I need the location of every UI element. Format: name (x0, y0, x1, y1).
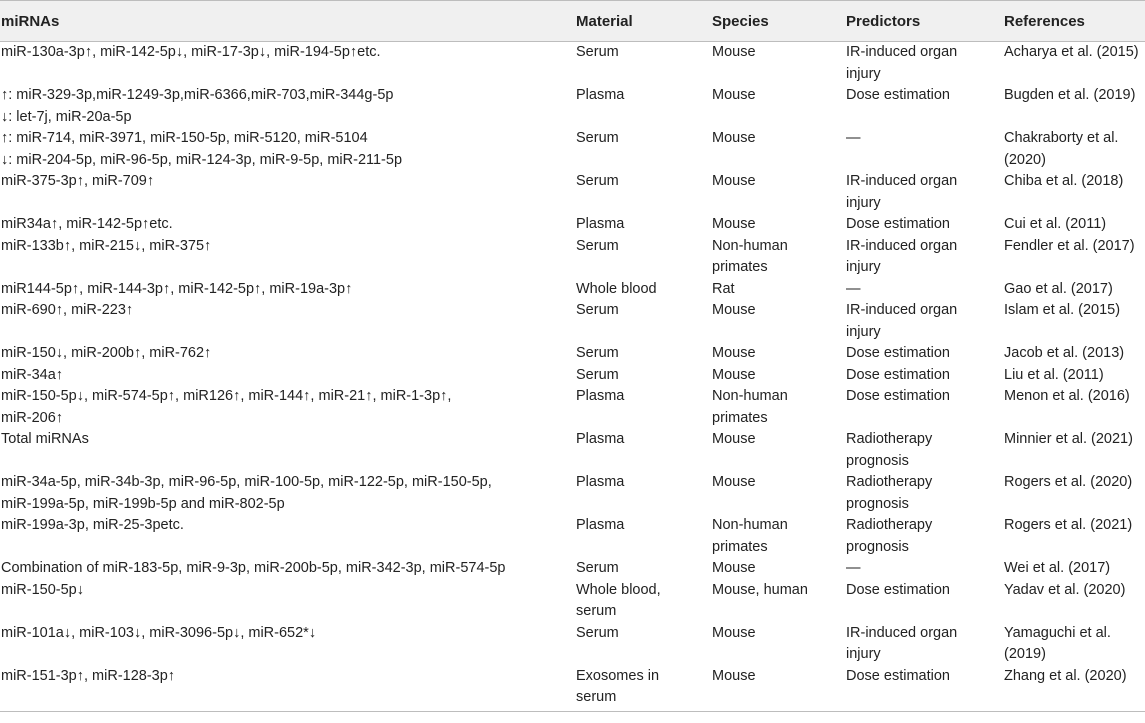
references-cell (1004, 558, 1145, 580)
predictors-cell-text: Dose estimation (846, 366, 950, 383)
predictors-cell (846, 429, 1004, 472)
species-cell-text: Mouse (712, 173, 756, 189)
species-cell (712, 279, 846, 301)
mirnas-cell-text: miR-151-3p↑, miR-128-3p↑ (1, 667, 176, 684)
table-row (0, 558, 1145, 580)
mirnas-cell-text: miR-690↑, miR-223↑ (1, 302, 134, 318)
header-predictors: Predictors (846, 1, 1004, 42)
references-cell (1004, 580, 1145, 623)
predictors-cell (846, 515, 1004, 558)
predictors-cell-text: IR-induced organ injury (846, 624, 958, 662)
mirnas-cell-text: ↑: miR-329-3p,miR-1249-3p,miR-6366,miR-703,miR-344g-5p ↓: let-7j, miR-20a-5p (1, 87, 394, 125)
material-cell (576, 365, 712, 387)
material-cell-text: Plasma (576, 87, 625, 103)
material-cell-text: Plasma (576, 517, 625, 533)
references-cell (1004, 365, 1145, 387)
material-cell (576, 279, 712, 301)
species-cell (712, 429, 846, 472)
header-species: Species (712, 1, 846, 42)
references-cell-text: Chakraborty et al. (2020) (1004, 130, 1119, 168)
table-row (0, 300, 1145, 343)
species-cell (712, 666, 846, 712)
predictors-cell (846, 214, 1004, 236)
predictors-cell (846, 343, 1004, 365)
references-cell-text: Jacob et al. (2013) (1004, 345, 1125, 361)
references-cell (1004, 279, 1145, 301)
material-cell-text: Plasma (576, 216, 625, 232)
mirnas-cell-text: miR34a↑, miR-142-5p↑etc. (1, 216, 173, 232)
mirnas-cell (0, 472, 576, 515)
mirnas-cell (0, 365, 576, 387)
predictors-cell (846, 580, 1004, 623)
mirnas-cell (0, 386, 576, 429)
predictors-cell (846, 236, 1004, 279)
species-cell-text: Mouse (712, 302, 756, 318)
species-cell-text: Mouse (712, 474, 756, 490)
table-row (0, 214, 1145, 236)
references-cell (1004, 666, 1145, 712)
references-cell-text: Fendler et al. (2017) (1004, 237, 1135, 254)
mirnas-cell-text: miR-199a-3p, miR-25-3petc. (1, 517, 184, 533)
predictors-cell-text: Dose estimation (846, 216, 950, 232)
header-mirnas: miRNAs (0, 1, 576, 42)
material-cell (576, 515, 712, 558)
species-cell (712, 386, 846, 429)
species-cell (712, 343, 846, 365)
mirnas-cell-text: Combination of miR-183-5p, miR-9-3p, miR-200b-5p, miR-342-3p, miR-574-5p (1, 560, 506, 576)
mirnas-cell-text: miR144-5p↑, miR-144-3p↑, miR-142-5p↑, miR-19a-3p↑ (1, 280, 353, 297)
references-cell-text: Bugden et al. (2019) (1004, 87, 1136, 103)
mirnas-cell (0, 300, 576, 343)
table-row (0, 429, 1145, 472)
predictors-cell (846, 666, 1004, 712)
mirnas-cell-text: miR-150-5p↓ (1, 581, 84, 598)
species-cell (712, 365, 846, 387)
predictors-cell-text: IR-induced organ injury (846, 44, 958, 82)
material-cell (576, 171, 712, 214)
mirnas-cell-text: miR-375-3p↑, miR-709↑ (1, 173, 155, 189)
predictors-cell (846, 85, 1004, 128)
predictors-cell-text: IR-induced organ injury (846, 302, 958, 340)
predictors-cell (846, 472, 1004, 515)
predictors-cell (846, 558, 1004, 580)
species-cell (712, 171, 846, 214)
mirnas-cell (0, 85, 576, 128)
species-cell-text: Mouse (712, 44, 756, 60)
species-cell (712, 472, 846, 515)
mirnas-cell-text: miR-133b↑, miR-215↓, miR-375↑ (1, 237, 212, 254)
references-cell (1004, 343, 1145, 365)
references-cell-text: Chiba et al. (2018) (1004, 173, 1124, 189)
material-cell-text: Whole blood, serum (576, 581, 661, 619)
references-cell (1004, 236, 1145, 279)
species-cell (712, 236, 846, 279)
material-cell (576, 386, 712, 429)
species-cell (712, 515, 846, 558)
mirnas-cell-text: ↑: miR-714, miR-3971, miR-150-5p, miR-5120, miR-5104 ↓: miR-204-5p, miR-96-5p, miR-124-3p, miR-9-5p, miR-211-5p (1, 130, 403, 168)
species-cell-text: Mouse (712, 345, 756, 361)
references-cell-text: Acharya et al. (2015) (1004, 44, 1139, 60)
mirnas-cell (0, 171, 576, 214)
species-cell-text: Mouse (712, 667, 756, 684)
predictors-cell-text: Radiotherapy prognosis (846, 474, 933, 512)
material-cell (576, 42, 712, 86)
references-cell (1004, 515, 1145, 558)
material-cell-text: Serum (576, 44, 619, 60)
material-cell (576, 85, 712, 128)
table-row (0, 128, 1145, 171)
table-row (0, 666, 1145, 712)
references-cell-text: Yadav et al. (2020) (1004, 581, 1126, 598)
material-cell-text: Whole blood (576, 280, 657, 297)
predictors-cell-text: IR-induced organ injury (846, 237, 958, 275)
material-cell-text: Exosomes in serum (576, 667, 660, 705)
references-cell (1004, 214, 1145, 236)
references-cell-text: Zhang et al. (2020) (1004, 667, 1127, 684)
predictors-cell (846, 42, 1004, 86)
references-cell (1004, 429, 1145, 472)
material-cell-text: Plasma (576, 474, 625, 490)
references-cell (1004, 386, 1145, 429)
references-cell (1004, 623, 1145, 666)
material-cell-text: Serum (576, 302, 619, 318)
species-cell (712, 85, 846, 128)
material-cell-text: Serum (576, 366, 619, 383)
header-references: References (1004, 1, 1145, 42)
header-material: Material (576, 1, 712, 42)
material-cell-text: Serum (576, 345, 619, 361)
material-cell-text: Serum (576, 173, 619, 189)
mirnas-cell-text: miR-130a-3p↑, miR-142-5p↓, miR-17-3p↓, miR-194-5p↑etc. (1, 44, 381, 60)
species-cell-text: Mouse, human (712, 581, 808, 598)
species-cell-text: Non-human primates (712, 388, 788, 426)
predictors-cell-text: — (846, 280, 861, 297)
mirnas-cell (0, 214, 576, 236)
references-cell-text: Yamaguchi et al. (2019) (1004, 624, 1111, 662)
predictors-cell-text: IR-induced organ injury (846, 173, 958, 211)
material-cell-text: Serum (576, 130, 619, 146)
mirnas-cell (0, 558, 576, 580)
table-row (0, 343, 1145, 365)
species-cell (712, 128, 846, 171)
species-cell (712, 623, 846, 666)
species-cell (712, 300, 846, 343)
predictors-cell (846, 128, 1004, 171)
predictors-cell-text: — (846, 560, 861, 576)
mirnas-cell (0, 343, 576, 365)
species-cell-text: Rat (712, 280, 735, 297)
species-cell-text: Mouse (712, 560, 756, 576)
species-cell-text: Non-human primates (712, 237, 788, 275)
mirnas-cell-text: miR-34a↑ (1, 366, 64, 383)
mirnas-cell-text: Total miRNAs (1, 431, 89, 447)
table-row (0, 472, 1145, 515)
predictors-cell (846, 623, 1004, 666)
predictors-cell-text: Radiotherapy prognosis (846, 431, 933, 469)
references-cell (1004, 42, 1145, 86)
material-cell (576, 214, 712, 236)
species-cell (712, 42, 846, 86)
predictors-cell-text: Dose estimation (846, 87, 950, 103)
table-row (0, 236, 1145, 279)
species-cell-text: Mouse (712, 624, 756, 641)
table-row (0, 171, 1145, 214)
table-row (0, 515, 1145, 558)
mirnas-cell (0, 623, 576, 666)
predictors-cell-text: Radiotherapy prognosis (846, 517, 933, 555)
references-cell-text: Rogers et al. (2021) (1004, 517, 1133, 533)
table-row (0, 386, 1145, 429)
references-cell (1004, 171, 1145, 214)
mirnas-cell-text: miR-150-5p↓, miR-574-5p↑, miR126↑, miR-144↑, miR-21↑, miR-1-3p↑, miR-206↑ (1, 388, 452, 426)
table-row (0, 279, 1145, 301)
species-cell (712, 214, 846, 236)
mirnas-cell (0, 42, 576, 86)
mirnas-cell (0, 580, 576, 623)
header-row (0, 1, 1145, 42)
predictors-cell-text: Dose estimation (846, 345, 950, 361)
table-row (0, 580, 1145, 623)
species-cell-text: Mouse (712, 130, 756, 146)
material-cell (576, 472, 712, 515)
predictors-cell-text: Dose estimation (846, 667, 950, 684)
references-cell-text: Islam et al. (2015) (1004, 302, 1121, 318)
predictors-cell (846, 365, 1004, 387)
mirnas-cell (0, 279, 576, 301)
predictors-cell (846, 279, 1004, 301)
table-row (0, 365, 1145, 387)
material-cell (576, 558, 712, 580)
species-cell-text: Mouse (712, 431, 756, 447)
predictors-cell-text: Dose estimation (846, 581, 950, 598)
material-cell (576, 623, 712, 666)
references-cell (1004, 300, 1145, 343)
table-body (0, 42, 1145, 712)
material-cell (576, 666, 712, 712)
material-cell (576, 300, 712, 343)
table-row (0, 42, 1145, 86)
table-row (0, 85, 1145, 128)
mirnas-cell-text: miR-34a-5p, miR-34b-3p, miR-96-5p, miR-100-5p, miR-122-5p, miR-150-5p, miR-199a-5p, miR-199b-5p and miR-802-5p (1, 474, 492, 512)
material-cell (576, 429, 712, 472)
references-cell-text: Minnier et al. (2021) (1004, 431, 1133, 447)
material-cell (576, 236, 712, 279)
predictors-cell (846, 386, 1004, 429)
material-cell (576, 128, 712, 171)
mirnas-cell (0, 515, 576, 558)
references-cell (1004, 472, 1145, 515)
species-cell-text: Mouse (712, 216, 756, 232)
references-cell-text: Gao et al. (2017) (1004, 280, 1113, 297)
references-cell-text: Rogers et al. (2020) (1004, 474, 1133, 490)
species-cell-text: Non-human primates (712, 517, 788, 555)
species-cell (712, 558, 846, 580)
predictors-cell-text: — (846, 130, 861, 146)
references-cell-text: Menon et al. (2016) (1004, 388, 1130, 404)
predictors-cell (846, 300, 1004, 343)
species-cell (712, 580, 846, 623)
material-cell-text: Plasma (576, 388, 625, 404)
material-cell-text: Serum (576, 237, 619, 254)
table-row (0, 623, 1145, 666)
mirnas-cell-text: miR-101a↓, miR-103↓, miR-3096-5p↓, miR-652*↓ (1, 624, 317, 641)
references-cell-text: Wei et al. (2017) (1004, 560, 1111, 576)
mirnas-cell-text: miR-150↓, miR-200b↑, miR-762↑ (1, 345, 212, 361)
references-cell (1004, 85, 1145, 128)
mirnas-cell (0, 429, 576, 472)
predictors-cell (846, 171, 1004, 214)
mirnas-cell (0, 128, 576, 171)
material-cell (576, 343, 712, 365)
material-cell-text: Serum (576, 624, 619, 641)
material-cell-text: Plasma (576, 431, 625, 447)
material-cell (576, 580, 712, 623)
predictors-cell-text: Dose estimation (846, 388, 950, 404)
mirnas-cell (0, 236, 576, 279)
material-cell-text: Serum (576, 560, 619, 576)
references-cell (1004, 128, 1145, 171)
references-cell-text: Liu et al. (2011) (1004, 366, 1104, 383)
mirnas-cell (0, 666, 576, 712)
species-cell-text: Mouse (712, 366, 756, 383)
species-cell-text: Mouse (712, 87, 756, 103)
references-cell-text: Cui et al. (2011) (1004, 216, 1107, 232)
